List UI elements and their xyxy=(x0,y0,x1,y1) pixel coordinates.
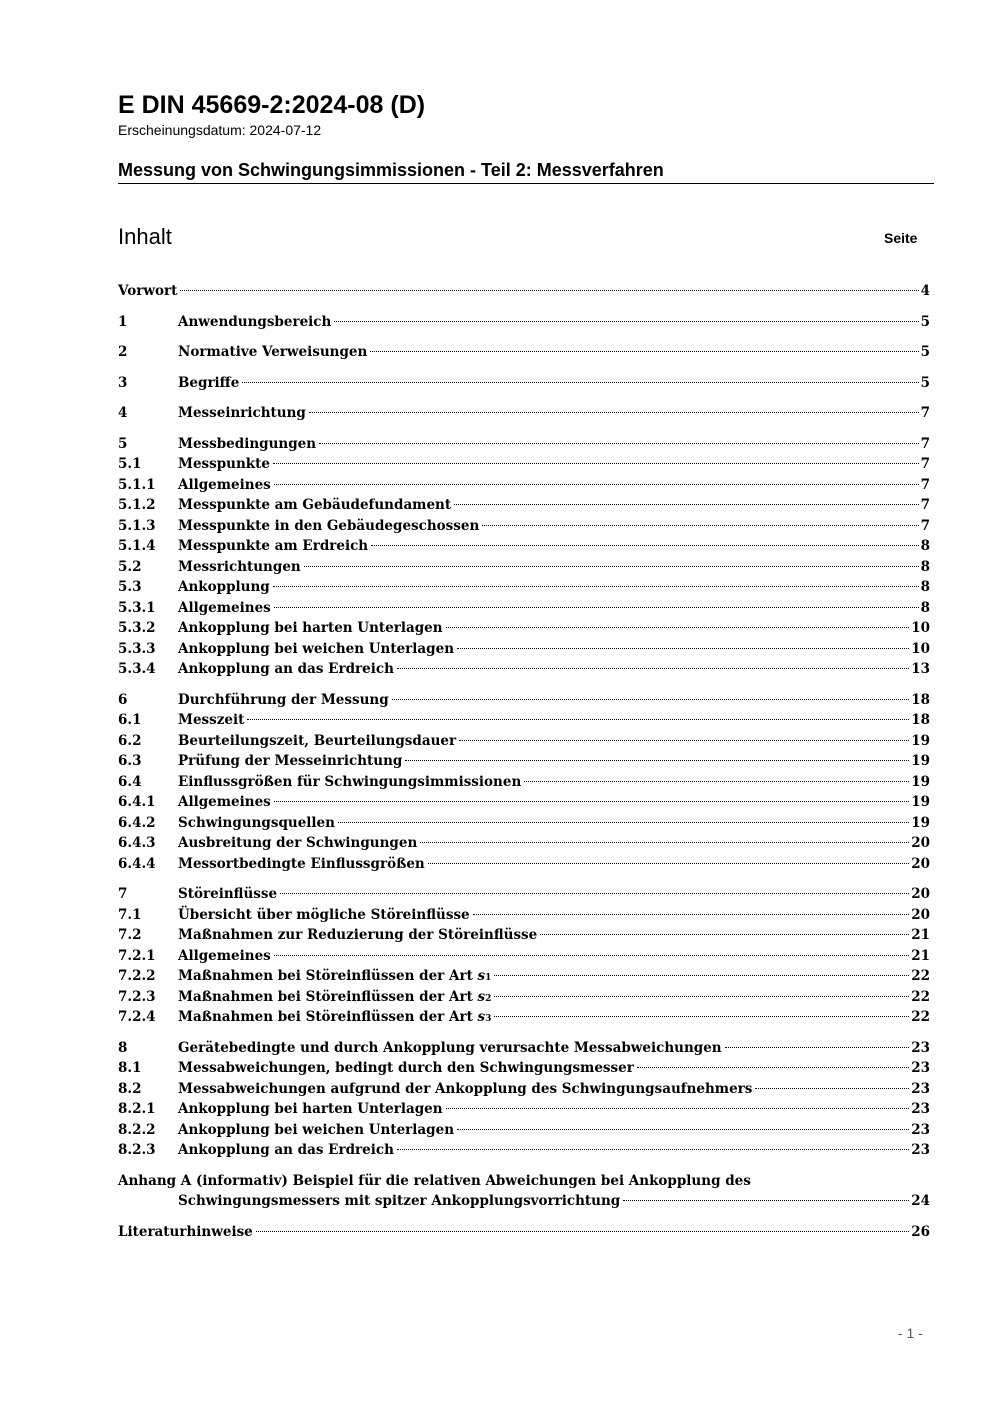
toc-entry-page: 23 xyxy=(911,1039,930,1056)
toc-entry-page: 26 xyxy=(911,1223,930,1240)
toc-leader xyxy=(473,914,910,915)
toc-leader xyxy=(370,351,918,352)
toc-entry-title: Messpunkte am Erdreich xyxy=(178,538,369,554)
toc-leader xyxy=(494,1016,909,1017)
toc-entry[interactable] xyxy=(118,475,930,496)
toc-entry-title: Allgemeines xyxy=(178,947,271,964)
toc-leader xyxy=(180,290,918,291)
toc-entry-number: 5.1.3 xyxy=(118,517,156,534)
toc-entry-number: 6.4.2 xyxy=(118,814,156,831)
toc-entry-title: Ankopplung xyxy=(178,579,270,595)
math-subscript: 1 xyxy=(485,973,492,983)
toc-entry-title: Maßnahmen zur Reduzierung der Störeinflüsse xyxy=(178,927,538,943)
toc-entry-number: 5.3.4 xyxy=(118,661,156,677)
toc-entry-title: Messabweichungen, bedingt durch den Schwingungsmesser xyxy=(178,1060,634,1076)
toc-entry[interactable] xyxy=(118,557,930,578)
toc-entry-number: 8.2.1 xyxy=(118,1101,156,1117)
toc-entry-page: 23 xyxy=(911,1142,930,1158)
toc-entry-number: 8 xyxy=(118,1039,128,1056)
toc-entry-number: 1 xyxy=(118,313,128,330)
toc-entry-title: Ankopplung bei weichen Unterlagen xyxy=(178,1121,455,1138)
toc-entry-title: Störeinflüsse xyxy=(178,886,278,902)
toc-entry-page: 7 xyxy=(920,405,930,421)
toc-entry-page: 10 xyxy=(911,620,930,636)
toc-entry-page: 5 xyxy=(920,374,930,391)
toc-entry-page: 20 xyxy=(911,835,930,851)
toc-entry-number: 6.4.4 xyxy=(118,855,156,872)
toc-entry-page: 23 xyxy=(911,1060,930,1076)
toc-leader xyxy=(428,863,909,864)
toc-entry-page: 19 xyxy=(911,753,930,769)
toc-entry-number: 5.3.3 xyxy=(118,640,156,657)
toc-entry[interactable] xyxy=(118,659,930,680)
toc-entry[interactable] xyxy=(118,905,930,926)
toc-entry[interactable] xyxy=(118,577,930,598)
toc-entry-number: 8.2 xyxy=(118,1080,142,1097)
toc-leader xyxy=(397,668,909,669)
toc-entry[interactable] xyxy=(118,987,930,1008)
toc-leader xyxy=(274,484,919,485)
toc-leader xyxy=(273,463,919,464)
toc-entry-number: 5.3.2 xyxy=(118,620,156,636)
toc-leader xyxy=(274,955,909,956)
toc-entry[interactable] xyxy=(118,1058,930,1079)
toc-leader xyxy=(274,607,919,608)
toc-leader xyxy=(446,627,910,628)
toc-entry-title: Vorwort xyxy=(118,283,178,299)
toc-leader xyxy=(280,893,909,894)
toc-entry[interactable] xyxy=(118,854,930,875)
toc-entry[interactable] xyxy=(118,751,930,772)
toc-entry-page: 19 xyxy=(911,814,930,831)
toc-entry-title: Messpunkte am Gebäudefundament xyxy=(178,497,452,513)
toc-leader xyxy=(405,760,909,761)
toc-entry-title: Messzeit xyxy=(178,712,245,728)
toc-entry-number: 5.3 xyxy=(118,579,142,595)
toc-entry-number: 5.3.1 xyxy=(118,599,156,616)
toc-entry-page: 8 xyxy=(920,579,930,595)
toc-entry-title: Messbedingungen xyxy=(178,435,317,452)
toc-entry[interactable] xyxy=(118,618,930,639)
toc-heading: Inhalt xyxy=(118,224,172,249)
toc-entry-number: 6.1 xyxy=(118,712,142,728)
toc-entry-number: 7.2.1 xyxy=(118,947,156,964)
toc-leader xyxy=(338,822,909,823)
math-variable: s xyxy=(477,988,486,1005)
toc-entry-number: 6.4.3 xyxy=(118,835,156,851)
toc-entry-page: 21 xyxy=(911,927,930,943)
toc-leader xyxy=(540,934,909,935)
toc-entry-title: Allgemeines xyxy=(178,794,271,810)
toc-leader xyxy=(725,1047,910,1048)
toc-entry[interactable] xyxy=(118,690,930,711)
toc-entry-annex-line1[interactable] xyxy=(118,1171,930,1192)
toc-leader xyxy=(242,382,918,383)
toc-entry-title-text: Maßnahmen bei Störeinflüssen der Art xyxy=(178,1009,473,1025)
toc-leader xyxy=(459,740,909,741)
toc-leader xyxy=(457,648,909,649)
toc-entry-number: 6.2 xyxy=(118,732,142,749)
toc-entry-number: 7.2 xyxy=(118,927,142,943)
toc-entry[interactable] xyxy=(118,495,930,516)
toc-entry-title xyxy=(178,1007,491,1030)
toc-entry-page: 19 xyxy=(911,773,930,790)
toc-entry[interactable] xyxy=(118,833,930,854)
toc-entry-title: Ausbreitung der Schwingungen xyxy=(178,835,418,851)
toc-leader xyxy=(494,975,909,976)
toc-page-label: Seite xyxy=(884,230,918,246)
toc-entry-number: 7.2.3 xyxy=(118,988,156,1005)
toc-entry-number: 5.1.1 xyxy=(118,476,156,493)
toc-entry-page: 7 xyxy=(920,456,930,472)
toc-entry[interactable] xyxy=(118,946,930,967)
toc-entry-number: 6 xyxy=(118,691,128,708)
toc-entry-page: 21 xyxy=(911,947,930,964)
toc-entry-title: Messpunkte xyxy=(178,456,270,472)
toc-leader xyxy=(397,1149,909,1150)
toc-entry-number: 5.1 xyxy=(118,456,142,472)
toc-entry[interactable] xyxy=(118,598,930,619)
toc-entry[interactable] xyxy=(118,1038,930,1059)
toc-entry-title: Messabweichungen aufgrund der Ankopplung des Schwingungsaufnehmers xyxy=(178,1080,753,1097)
toc-entry-page: 8 xyxy=(920,538,930,554)
toc-leader xyxy=(371,545,918,546)
toc-entry-page: 7 xyxy=(920,476,930,493)
toc-leader xyxy=(420,842,909,843)
toc-entry-number: 7 xyxy=(118,886,128,902)
toc-entry-page: 23 xyxy=(911,1080,930,1097)
toc-entry-number: 7.2.2 xyxy=(118,968,156,984)
toc-entry[interactable] xyxy=(118,281,930,302)
toc-entry-page: 8 xyxy=(920,599,930,616)
toc-entry-page: 5 xyxy=(920,313,930,330)
toc-entry-number: 6.4 xyxy=(118,773,142,790)
toc-entry-number: 6.4.1 xyxy=(118,794,156,810)
toc-entry-title: Anwendungsbereich xyxy=(178,313,332,330)
toc-entry-title: Gerätebedingte und durch Ankopplung verursachte Messabweichungen xyxy=(178,1039,722,1056)
toc-entry-number: 8.2.3 xyxy=(118,1142,156,1158)
toc-entry-title: Ankopplung bei weichen Unterlagen xyxy=(178,640,455,657)
toc-leader xyxy=(256,1231,909,1232)
toc-entry[interactable] xyxy=(118,1007,930,1028)
toc-entry-number: 5.1.4 xyxy=(118,538,156,554)
toc-entry-title: Begriffe xyxy=(178,374,240,391)
toc-entry[interactable] xyxy=(118,312,930,333)
toc-entry-number: 4 xyxy=(118,405,128,421)
toc-entry[interactable] xyxy=(118,516,930,537)
toc-entry-title: Einflussgrößen für Schwingungsimmissionen xyxy=(178,773,522,790)
toc-entry-title xyxy=(178,966,491,989)
toc-entry-page: 22 xyxy=(911,988,930,1005)
toc-leader xyxy=(755,1088,909,1089)
toc-entry[interactable] xyxy=(118,1140,930,1161)
toc-entry[interactable] xyxy=(118,1079,930,1100)
toc-entry-number: 5 xyxy=(118,435,128,452)
toc-entry[interactable] xyxy=(118,454,930,475)
toc-entry-title: Ankopplung bei harten Unterlagen xyxy=(178,1101,443,1117)
toc-entry[interactable] xyxy=(118,792,930,813)
toc-entry-title: Literaturhinweise xyxy=(118,1223,253,1240)
toc-entry-title: Messortbedingte Einflussgrößen xyxy=(178,855,425,872)
toc-entry[interactable] xyxy=(118,1099,930,1120)
toc-entry-page: 20 xyxy=(911,855,930,872)
toc-entry-number: 8.1 xyxy=(118,1060,142,1076)
toc-entry-page: 19 xyxy=(911,794,930,810)
toc-leader xyxy=(482,525,918,526)
toc-entry-title-text: Maßnahmen bei Störeinflüssen der Art xyxy=(178,968,473,984)
toc-entry-page: 20 xyxy=(911,886,930,902)
toc-entry-number: 8.2.2 xyxy=(118,1121,156,1138)
toc-leader xyxy=(274,801,909,802)
toc-entry-title: Ankopplung bei harten Unterlagen xyxy=(178,620,443,636)
publication-date: Erscheinungsdatum: 2024-07-12 xyxy=(118,122,322,138)
toc-entry-page: 4 xyxy=(920,283,930,299)
toc-entry-title: Ankopplung an das Erdreich xyxy=(178,1142,394,1158)
toc-leader xyxy=(304,566,919,567)
toc-entry-annex-line2[interactable] xyxy=(118,1191,930,1212)
toc-leader xyxy=(524,781,909,782)
math-subscript: 3 xyxy=(485,1014,492,1024)
toc-leader xyxy=(247,719,909,720)
math-subscript: 2 xyxy=(485,993,492,1004)
toc-entry[interactable] xyxy=(118,536,930,557)
toc-entry-title: Normative Verweisungen xyxy=(178,344,368,360)
toc-entry-title: Schwingungsquellen xyxy=(178,814,335,831)
toc-entry-number: 5.1.2 xyxy=(118,497,156,513)
toc-entry-number: 2 xyxy=(118,344,128,360)
toc-entry-title: Ankopplung an das Erdreich xyxy=(178,661,394,677)
toc-entry[interactable] xyxy=(118,639,930,660)
toc-entry-number: 6.3 xyxy=(118,753,142,769)
toc-entry[interactable] xyxy=(118,966,930,987)
math-variable: s xyxy=(477,968,486,984)
toc-entry-title: Beurteilungszeit, Beurteilungsdauer xyxy=(178,732,457,749)
toc-entry-number: 5.2 xyxy=(118,558,142,575)
toc-entry-title: Messeinrichtung xyxy=(178,405,306,421)
toc-entry-page: 23 xyxy=(911,1121,930,1138)
toc-leader xyxy=(334,321,918,322)
toc-leader xyxy=(446,1108,910,1109)
toc-leader xyxy=(457,1129,909,1130)
toc-entry-page: 10 xyxy=(911,640,930,657)
toc-entry[interactable] xyxy=(118,772,930,793)
toc-entry[interactable] xyxy=(118,813,930,834)
toc-leader xyxy=(319,443,919,444)
toc-entry-title: Schwingungsmessers mit spitzer Ankopplungsvorrichtung xyxy=(178,1193,621,1209)
toc-entry[interactable] xyxy=(118,925,930,946)
toc-entry-title: Allgemeines xyxy=(178,599,271,616)
document-id: E DIN 45669-2:2024-08 (D) xyxy=(118,91,426,119)
table-of-contents xyxy=(118,281,930,1242)
math-variable: s xyxy=(477,1009,486,1025)
toc-entry-page: 18 xyxy=(911,712,930,728)
toc-entry-page: 13 xyxy=(911,661,930,677)
toc-entry-page: 23 xyxy=(911,1101,930,1117)
document-title: Messung von Schwingungsimmissionen - Teil 2: Messverfahren xyxy=(118,158,934,184)
toc-entry-page: 5 xyxy=(920,344,930,360)
toc-entry-title: Übersicht über mögliche Störeinflüsse xyxy=(178,906,470,923)
toc-entry-page: 7 xyxy=(920,435,930,452)
toc-entry-page: 7 xyxy=(920,517,930,534)
toc-entry-number: 7.2.4 xyxy=(118,1009,156,1025)
toc-entry-page: 20 xyxy=(911,906,930,923)
toc-leader xyxy=(494,996,909,997)
toc-entry-page: 18 xyxy=(911,691,930,708)
toc-entry[interactable] xyxy=(118,884,930,905)
toc-entry-title: Allgemeines xyxy=(178,476,271,493)
toc-entry[interactable] xyxy=(118,731,930,752)
toc-entry-page: 7 xyxy=(920,497,930,513)
toc-entry-title: Messpunkte in den Gebäudegeschossen xyxy=(178,517,480,534)
toc-entry-page: 24 xyxy=(911,1193,930,1209)
toc-entry[interactable] xyxy=(118,342,930,363)
toc-entry[interactable] xyxy=(118,710,930,731)
toc-entry[interactable] xyxy=(118,434,930,455)
toc-leader xyxy=(637,1067,909,1068)
toc-leader xyxy=(623,1200,909,1201)
toc-entry-title: Anhang A (informativ) Beispiel für die relativen Abweichungen bei Ankopplung des xyxy=(118,1172,751,1189)
toc-entry[interactable] xyxy=(118,373,930,394)
page-number: - 1 - xyxy=(898,1325,923,1341)
toc-entry[interactable] xyxy=(118,403,930,424)
toc-leader xyxy=(273,586,919,587)
toc-entry-page: 22 xyxy=(911,1009,930,1025)
toc-entry-page: 22 xyxy=(911,968,930,984)
toc-entry-number: 7.1 xyxy=(118,906,142,923)
toc-leader xyxy=(392,699,910,700)
toc-entry[interactable] xyxy=(118,1120,930,1141)
toc-entry-title xyxy=(178,987,491,1010)
toc-entry-page: 8 xyxy=(920,558,930,575)
toc-leader xyxy=(309,412,919,413)
toc-entry-title: Durchführung der Messung xyxy=(178,691,389,708)
toc-entry-title: Messrichtungen xyxy=(178,558,301,575)
toc-leader xyxy=(454,504,918,505)
toc-entry-title: Prüfung der Messeinrichtung xyxy=(178,753,403,769)
toc-entry[interactable] xyxy=(118,1222,930,1243)
toc-entry-page: 19 xyxy=(911,732,930,749)
toc-entry-title-text: Maßnahmen bei Störeinflüssen der Art xyxy=(178,988,473,1005)
toc-entry-number: 3 xyxy=(118,374,128,391)
